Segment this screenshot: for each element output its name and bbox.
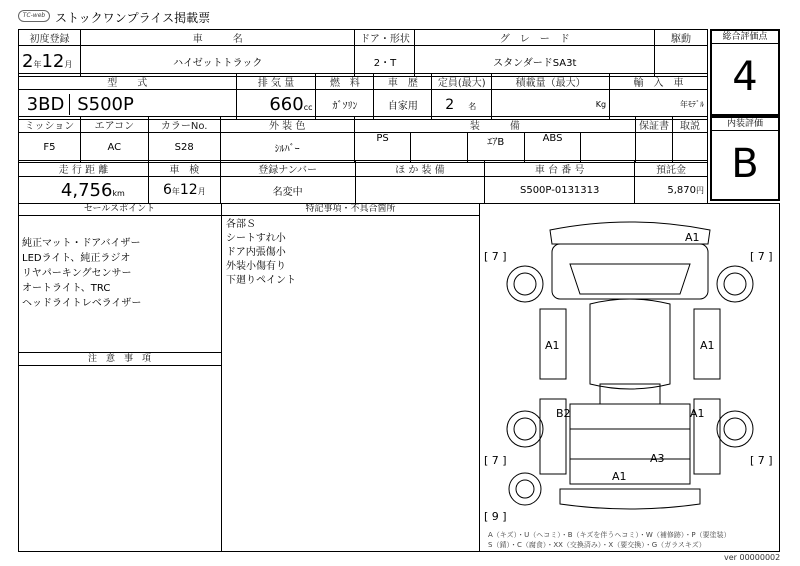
- defects-box: [222, 203, 480, 552]
- hdr-mission: ミッション: [19, 117, 81, 133]
- cab-front-shape: [552, 244, 708, 299]
- aircon: AC: [80, 133, 148, 163]
- sales-point: リヤパーキングセンサー: [22, 268, 132, 279]
- first-registration: 2年12月: [19, 46, 81, 77]
- defect-item: シートすれ小: [226, 233, 286, 244]
- defect-item: 各部Ｓ: [226, 219, 256, 230]
- mark-right-bed: A1: [690, 407, 705, 420]
- fuel: ｶﾞｿﾘﾝ: [316, 90, 374, 120]
- sales-points-label: セールスポイント: [18, 203, 221, 216]
- door-shape: 2・T: [355, 46, 415, 77]
- hdr-displacement: 排 気 量: [236, 74, 316, 90]
- mission: F5: [19, 133, 81, 163]
- capacity: 2 名: [432, 90, 492, 120]
- version-label: ver 00000002: [724, 553, 781, 562]
- tire-label-front-right: [ 7 ]: [750, 250, 773, 263]
- sales-points-list: [18, 216, 221, 311]
- import: 年ﾓﾃﾞﾙ: [610, 90, 708, 120]
- legend-line: S（錆）・C（腐食）・XX（交換済み）・X（要交換）・G（ガラスキズ）: [488, 541, 706, 549]
- mark-rear-gate: A1: [612, 470, 627, 483]
- overall-score-box: [710, 29, 780, 116]
- hdr-grade: グ レ ー ド: [415, 30, 655, 46]
- notes-label: 注 意 事 項: [18, 353, 221, 366]
- tire-rear-left-shape: [507, 411, 543, 447]
- tire-rear-right-shape: [717, 411, 753, 447]
- hdr-drive: 駆動: [655, 30, 708, 46]
- interior-score: B: [731, 141, 759, 187]
- hdr-equip: 装 備: [354, 117, 635, 133]
- overall-score-label: 総合評価点: [712, 31, 778, 44]
- plate: 名変中: [220, 177, 355, 204]
- rear-gate-shape: [560, 489, 700, 509]
- overall-score: 4: [732, 54, 758, 100]
- hdr-load: 積載量（最大）: [492, 74, 610, 90]
- hdr-mileage: 走 行 距 離: [19, 161, 149, 177]
- hdr-manual: 取説: [672, 117, 707, 133]
- damage-legend: [488, 530, 778, 550]
- warranty: [635, 133, 672, 163]
- defect-item: ドア内張傷小: [226, 247, 286, 258]
- sales-point: ヘッドライトレベライザー: [22, 298, 142, 309]
- mark-left-bed: B2: [556, 407, 571, 420]
- mileage: 4,756km: [19, 177, 149, 204]
- hdr-fuel: 燃 料: [316, 74, 374, 90]
- mark-front-bumper: A1: [685, 231, 700, 244]
- logo: TC-web: [18, 10, 50, 22]
- tire-label-rear-left: [ 7 ]: [484, 454, 507, 467]
- exterior-color: ｼﾙﾊﾞｰ: [220, 133, 354, 163]
- row2-table: [18, 73, 708, 120]
- chassis-no: S500P-0131313: [485, 177, 635, 204]
- equip-3: ｴｱB: [467, 133, 524, 163]
- bed-shape: [570, 404, 690, 484]
- manual: [672, 133, 707, 163]
- equip-1: PS: [354, 133, 411, 163]
- hdr-deposit: 預託金: [635, 161, 708, 177]
- other-equip: [355, 177, 485, 204]
- interior-score-label: 内装評価: [712, 118, 778, 131]
- hdr-car-name: 車 名: [80, 30, 355, 46]
- color-no: S28: [148, 133, 220, 163]
- equip-2: [411, 133, 468, 163]
- rear-window-shape: [600, 384, 660, 404]
- mark-right-front-panel: A1: [700, 339, 715, 352]
- model-code: 3BD S500P: [19, 90, 237, 120]
- hdr-color-no: カラーNo.: [148, 117, 220, 133]
- hdr-exterior: 外 装 色: [220, 117, 354, 133]
- equip-4: ABS: [524, 133, 581, 163]
- hdr-aircon: エアコン: [80, 117, 148, 133]
- displacement: 660cc: [236, 90, 316, 120]
- row4-table: [18, 160, 708, 204]
- drive: [655, 46, 708, 77]
- hdr-chassis: 車 台 番 号: [485, 161, 635, 177]
- spare-tire-label: [ 9 ]: [484, 510, 507, 523]
- car-name: ハイゼットトラック: [80, 46, 355, 77]
- deposit: 5,870円: [635, 177, 708, 204]
- mark-left-front-panel: A1: [545, 339, 560, 352]
- defects-list: [222, 216, 479, 290]
- row3-table: [18, 116, 708, 163]
- hdr-model: 型 式: [19, 74, 237, 90]
- defects-label: 特記事項・不具合箇所: [222, 203, 479, 216]
- windshield-shape: [570, 264, 690, 294]
- row1-table: [18, 29, 708, 77]
- sales-point: オートライト、TRC: [22, 283, 111, 294]
- hdr-first-reg: 初度登録: [19, 30, 81, 46]
- hdr-history: 車 歴: [374, 74, 432, 90]
- hdr-capacity: 定員(最大): [432, 74, 492, 90]
- car-diagram: [480, 204, 779, 550]
- legend-line: A（キズ）・U（ヘコミ）・B（キズを伴うヘコミ）・W（補修跡）・P（要塗装）: [488, 531, 731, 539]
- doc-title: ストックワンプライス掲載票: [55, 11, 211, 25]
- sales-point: LEDライト、純正ラジオ: [22, 253, 131, 264]
- tire-label-rear-right: [ 7 ]: [750, 454, 773, 467]
- mark-rear-right: A3: [650, 452, 665, 465]
- hdr-other-equip: ほ か 装 備: [355, 161, 485, 177]
- inspection: 6年12月: [148, 177, 220, 204]
- equip-5: [581, 133, 636, 163]
- tire-label-front-left: [ 7 ]: [484, 250, 507, 263]
- spare-tire-shape: [509, 473, 541, 505]
- tire-front-left-shape: [507, 266, 543, 302]
- tire-front-right-shape: [717, 266, 753, 302]
- grade: スタンダードSA3t: [415, 46, 655, 77]
- hdr-door-shape: ドア・形状: [355, 30, 415, 46]
- history: 自家用: [374, 90, 432, 120]
- defect-item: 下廻りペイント: [226, 275, 296, 286]
- hdr-warranty: 保証書: [635, 117, 672, 133]
- interior-score-box: [710, 116, 780, 201]
- hdr-inspection: 車 検: [148, 161, 220, 177]
- hdr-plate: 登録ナンバー: [220, 161, 355, 177]
- defect-item: 外装小傷有り: [226, 261, 286, 272]
- sales-point: 純正マット・ドアバイザー: [22, 238, 141, 249]
- sales-points-box: [18, 203, 222, 353]
- load: Kg: [492, 90, 610, 120]
- hdr-import: 輸 入 車: [610, 74, 708, 90]
- notes-box: [18, 353, 222, 552]
- roof-shape: [590, 299, 670, 389]
